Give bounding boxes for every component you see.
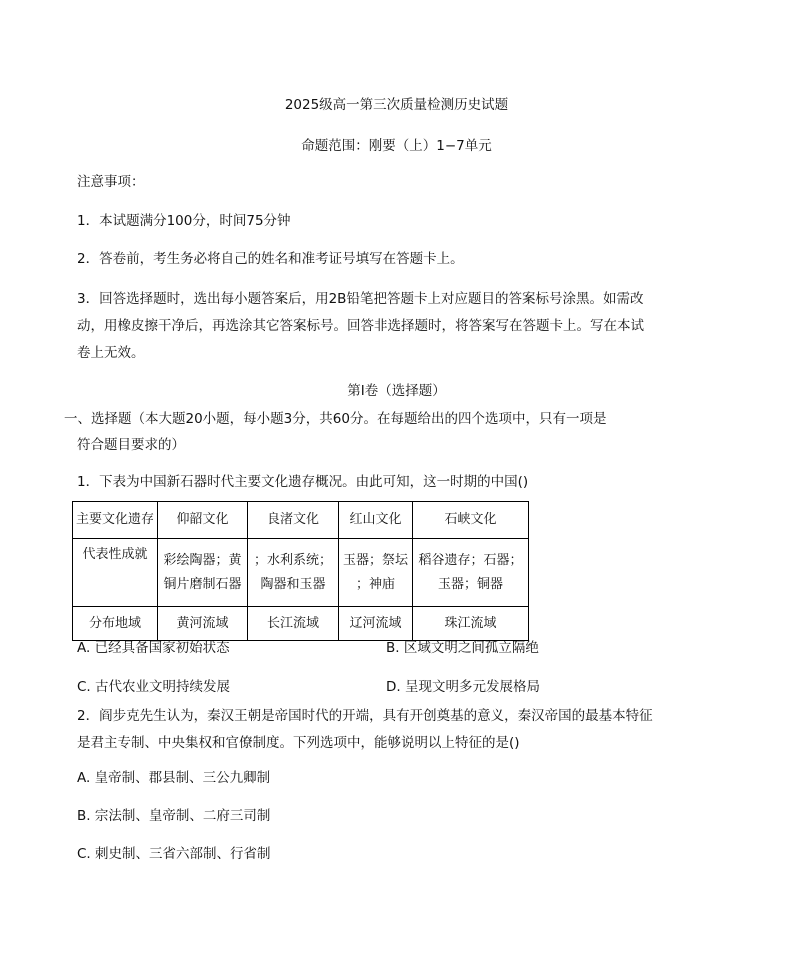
table-header-cell: 主要文化遗存 [73, 502, 158, 539]
q1-option-d: D. 呈现文明多元发展格局 [386, 679, 540, 695]
table-cell: 分布地域 [73, 607, 158, 641]
question-1-stem: 1．下表为中国新石器时代主要文化遗存概况。由此可知，这一时期的中国() [77, 474, 529, 490]
q1-option-a: A. 已经具备国家初始状态 [77, 640, 230, 656]
section-instruction: 一、选择题（本大题20小题，每小题3分，共60分。在每题给出的四个选项中，只有一项是 [64, 411, 607, 427]
table-cell [158, 539, 248, 607]
table-cell-line: ；神庙 [355, 576, 395, 592]
table-cell-line: ；水利系统； [253, 552, 332, 568]
q2-option-c: C. 刺史制、三省六部制、行省制 [77, 846, 271, 862]
exam-title: 2025级高一第三次质量检测历史试题 [284, 97, 509, 113]
notice-item: 1．本试题满分100分，时间75分钟 [77, 213, 291, 229]
table-cell: 代表性成就 [73, 539, 158, 607]
table-row [73, 539, 529, 607]
table-cell-line: 玉器；祭坛 [342, 552, 408, 568]
table-header-cell: 石峡文化 [413, 502, 529, 539]
q2-option-a: A. 皇帝制、郡县制、三公九卿制 [77, 770, 271, 786]
culture-table [72, 501, 529, 641]
table-cell [339, 539, 413, 607]
table-cell-line: 铜片磨制石器 [163, 576, 242, 592]
table-cell-line: 彩绘陶器；黄 [163, 552, 242, 568]
table-cell [248, 539, 339, 607]
section-instruction-cont: 符合题目要求的） [77, 437, 185, 453]
notice-heading: 注意事项： [77, 174, 145, 190]
notice-item: 卷上无效。 [77, 345, 145, 361]
notice-item: 3．回答选择题时，选出每小题答案后，用2B铅笔把答题卡上对应题目的答案标号涂黑。如需改 [77, 291, 644, 307]
notice-item: 2．答卷前，考生务必将自己的姓名和准考证号填写在答题卡上。 [77, 251, 464, 267]
table-row [73, 607, 529, 641]
table-cell-line: 稻谷遗存；石器； [418, 552, 523, 568]
section-title: 第Ⅰ卷（选择题） [347, 383, 446, 399]
table-header-cell: 良渚文化 [248, 502, 339, 539]
table-cell: 长江流域 [248, 607, 339, 641]
table-row [73, 502, 529, 539]
table-header-cell: 仰韶文化 [158, 502, 248, 539]
table-cell: 珠江流域 [413, 607, 529, 641]
question-2-stem-cont: 是君主专制、中央集权和官僚制度。下列选项中，能够说明以上特征的是() [77, 735, 520, 751]
table-cell: 黄河流域 [158, 607, 248, 641]
exam-scope: 命题范围：刚要（上）1−7单元 [301, 138, 492, 154]
notice-item: 动，用橡皮擦干净后，再选涂其它答案标号。回答非选择题时，将答案写在答题卡上。写在本试 [77, 318, 644, 334]
q1-option-c: C. 古代农业文明持续发展 [77, 679, 231, 695]
table-header-cell: 红山文化 [339, 502, 413, 539]
table-cell [413, 539, 529, 607]
q1-option-b: B. 区域文明之间孤立隔绝 [386, 640, 539, 656]
table-cell-line: 玉器；铜器 [437, 576, 503, 592]
table-cell-line: 陶器和玉器 [260, 576, 326, 592]
question-2-stem: 2．阎步克先生认为，秦汉王朝是帝国时代的开端，具有开创奠基的意义，秦汉帝国的最基本特征 [77, 708, 653, 724]
table-cell: 辽河流域 [339, 607, 413, 641]
q2-option-b: B. 宗法制、皇帝制、二府三司制 [77, 808, 271, 824]
